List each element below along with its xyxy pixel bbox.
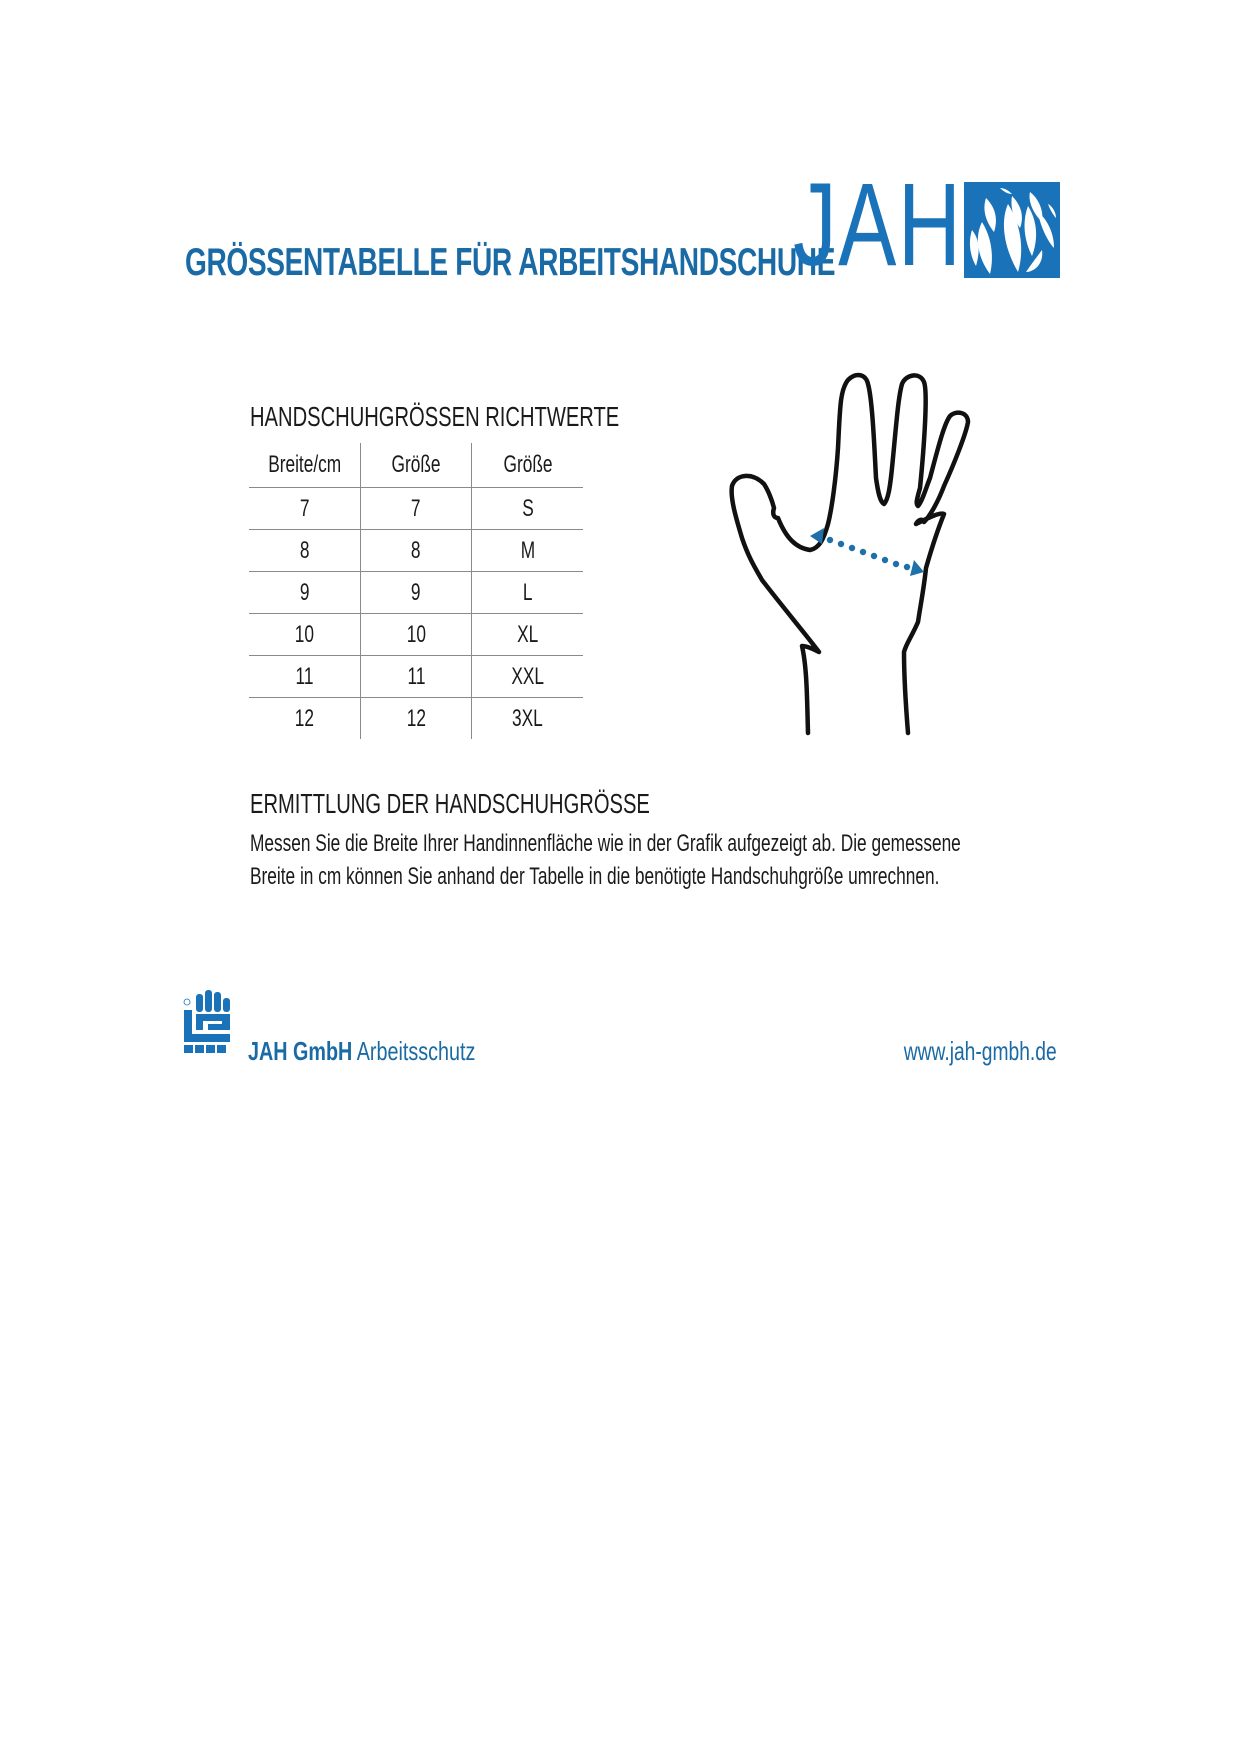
cell-size-letter: L	[472, 572, 583, 614]
table-row	[249, 698, 583, 740]
company-name	[248, 1036, 475, 1067]
size-table	[249, 443, 583, 739]
column-header-size-letter: Größe	[472, 443, 583, 488]
jah-leaf-mark-icon	[964, 182, 1060, 278]
instructions-heading: ERMITTLUNG DER HANDSCHUHGRÖSSE	[250, 788, 650, 819]
cell-width: 9	[249, 572, 360, 614]
company-name-suffix: Arbeitsschutz	[356, 1036, 476, 1066]
table-header-row	[249, 443, 583, 488]
table-row	[249, 614, 583, 656]
instructions-line: Messen Sie die Breite Ihrer Handinnenfläche wie in der Grafik aufgezeigt ab. Die gemessene	[250, 830, 961, 857]
table-row	[249, 572, 583, 614]
logo-text: JAH	[793, 159, 963, 291]
jah-glove-logo-icon	[182, 988, 234, 1054]
size-table-heading: HANDSCHUHGRÖSSEN RICHTWERTE	[250, 401, 620, 432]
cell-width: 7	[249, 488, 360, 530]
table-row	[249, 656, 583, 698]
instructions-line: Breite in cm können Sie anhand der Tabelle in die benötigte Handschuhgröße umrechnen.	[250, 863, 940, 890]
cell-size-number: 9	[360, 572, 472, 614]
website-link[interactable]: www.jah-gmbh.de	[904, 1036, 1057, 1066]
table-row	[249, 530, 583, 572]
hand-palm-measure-icon	[712, 368, 978, 738]
cell-size-number: 11	[360, 656, 472, 698]
cell-size-letter: XL	[472, 614, 583, 656]
cell-width: 11	[249, 656, 360, 698]
company-name-bold: JAH GmbH	[248, 1036, 353, 1066]
cell-size-number: 12	[360, 698, 472, 740]
cell-width: 8	[249, 530, 360, 572]
instructions-body	[250, 827, 961, 893]
cell-width: 10	[249, 614, 360, 656]
cell-size-letter: M	[472, 530, 583, 572]
cell-size-letter: 3XL	[472, 698, 583, 740]
table-row	[249, 488, 583, 530]
cell-size-letter: S	[472, 488, 583, 530]
cell-size-number: 10	[360, 614, 472, 656]
cell-size-number: 7	[360, 488, 472, 530]
cell-size-letter: XXL	[472, 656, 583, 698]
cell-width: 12	[249, 698, 360, 740]
page-title: GRÖSSENTABELLE FÜR ARBEITSHANDSCHUHE	[185, 241, 836, 284]
column-header-size-number: Größe	[360, 443, 472, 488]
cell-size-number: 8	[360, 530, 472, 572]
column-header-width-cm: Breite/cm	[267, 451, 341, 478]
